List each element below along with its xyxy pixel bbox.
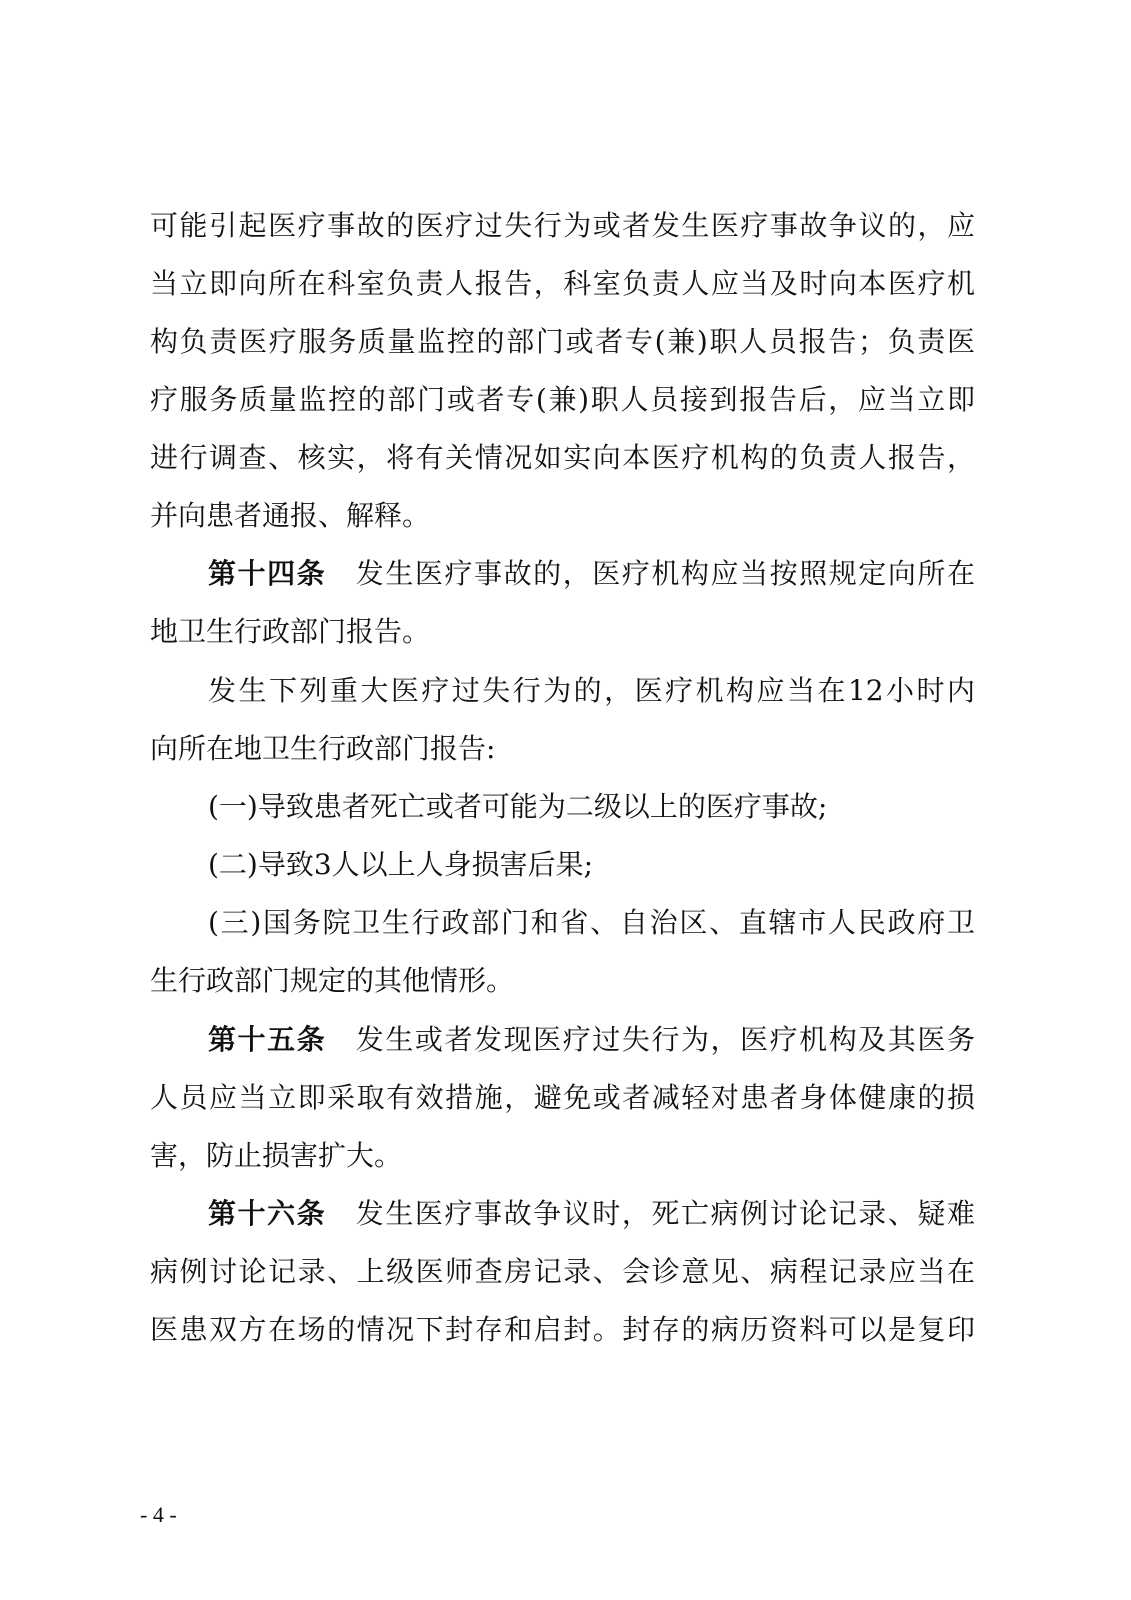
text-line: 病例讨论记录、上级医师查房记录、会诊意见、病程记录应当在 <box>150 1255 975 1288</box>
article-number: 第十六条 <box>208 1197 327 1230</box>
text-line: 并向患者通报、解释。 <box>150 499 431 532</box>
text-line: 发生下列重大医疗过失行为的，医疗机构应当在12小时内 <box>208 674 975 707</box>
article-line <box>208 1018 975 1062</box>
text-line: 医患双方在场的情况下封存和启封。封存的病历资料可以是复印 <box>150 1313 975 1346</box>
article-text: 发生医疗事故的，医疗机构应当按照规定向所在 <box>355 557 975 590</box>
text-line: 进行调查、核实，将有关情况如实向本医疗机构的负责人报告， <box>150 441 975 474</box>
article-line <box>208 552 975 596</box>
text-line: 害，防止损害扩大。 <box>150 1139 403 1172</box>
article-number: 第十五条 <box>208 1023 327 1056</box>
article-line <box>208 1192 975 1236</box>
page-number: - 4 - <box>140 1502 177 1527</box>
article-number: 第十四条 <box>208 557 327 590</box>
text-line: 生行政部门规定的其他情形。 <box>150 964 515 997</box>
text-line: 地卫生行政部门报告。 <box>150 615 431 648</box>
list-item: (三)国务院卫生行政部门和省、自治区、直辖市人民政府卫 <box>208 906 975 939</box>
text-line: 构负责医疗服务质量监控的部门或者专(兼)职人员报告；负责医 <box>150 325 975 358</box>
text-line: 向所在地卫生行政部门报告: <box>150 732 496 765</box>
list-item: (二)导致3人以上人身损害后果; <box>208 848 594 881</box>
text-line: 人员应当立即采取有效措施，避免或者减轻对患者身体健康的损 <box>150 1081 975 1114</box>
article-text: 发生或者发现医疗过失行为，医疗机构及其医务 <box>355 1023 975 1056</box>
text-line: 疗服务质量监控的部门或者专(兼)职人员接到报告后，应当立即 <box>150 383 975 416</box>
text-line: 当立即向所在科室负责人报告，科室负责人应当及时向本医疗机 <box>150 267 975 300</box>
list-item: (一)导致患者死亡或者可能为二级以上的医疗事故; <box>208 790 828 823</box>
article-text: 发生医疗事故争议时，死亡病例讨论记录、疑难 <box>355 1197 975 1230</box>
text-line: 可能引起医疗事故的医疗过失行为或者发生医疗事故争议的，应 <box>150 209 975 242</box>
